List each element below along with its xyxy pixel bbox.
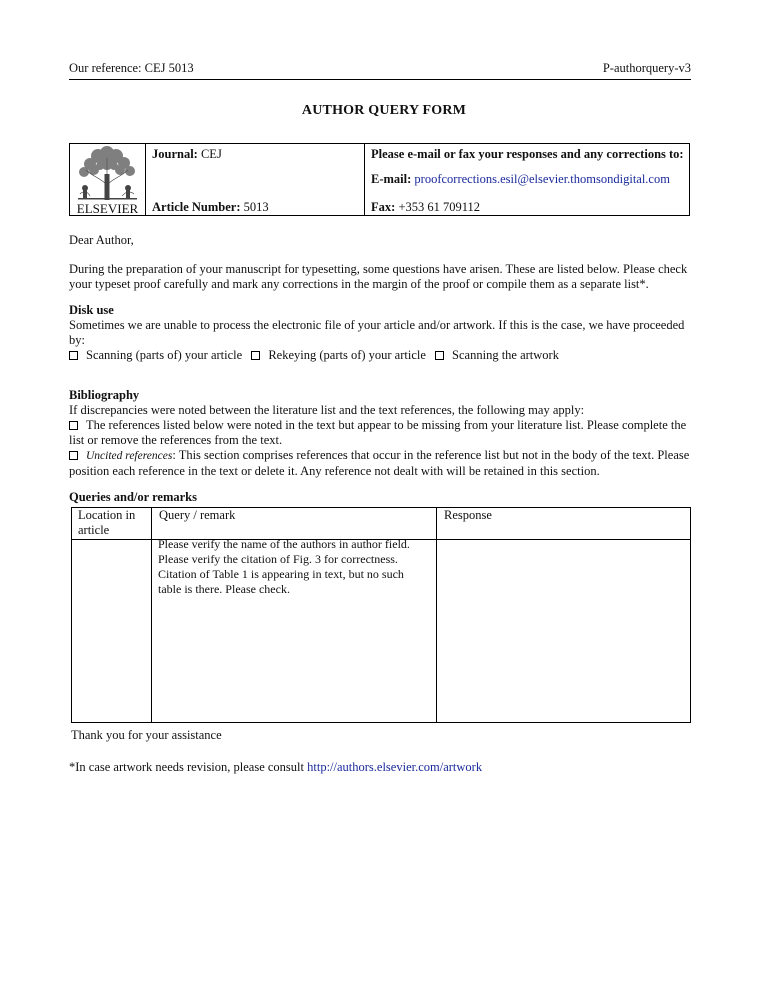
query-line: Please verify the citation of Fig. 3 for correctness.: [158, 552, 398, 566]
bibliography-text: If discrepancies were noted between the literature list and the text references, the following may apply:: [69, 403, 585, 417]
rekey-article-checkbox[interactable]: [251, 351, 260, 360]
elsevier-logo: [70, 144, 146, 215]
bibliography-heading: Bibliography: [69, 388, 140, 402]
query-header: Query / remark: [159, 508, 236, 522]
disk-use-options: [69, 348, 691, 363]
query-text: [158, 537, 433, 597]
journal-article-cell: [145, 144, 365, 215]
email-label: E-mail:: [371, 172, 412, 186]
disk-use-heading: Disk use: [69, 303, 114, 317]
fax-value: +353 61 709112: [398, 200, 481, 214]
form-code: P-authorquery-v3: [602, 61, 691, 75]
logo-wordmark: ELSEVIER: [76, 201, 139, 216]
thanks-text: Thank you for your assistance: [71, 728, 222, 742]
intro-paragraph: During the preparation of your manuscript for typesetting, some questions have arisen. These are listed below. Please check your typeset proof carefully and mark any corrections in the margin of the proof or compile them as a separate list*.: [69, 262, 688, 291]
scan-article-label: Scanning (parts of) your article: [86, 348, 243, 362]
disk-use-text: Sometimes we are unable to process the electronic file of your article and/or artwork. If this is the case, we have proceeded by:: [69, 318, 685, 347]
contact-cell: [364, 144, 689, 215]
missing-references-item: [69, 418, 691, 448]
uncited-references-checkbox[interactable]: [69, 451, 78, 460]
scan-artwork-label: Scanning the artwork: [452, 348, 559, 362]
uncited-references-text: : This section comprises references that occur in the reference list but not in the body of the text. Please position each reference in the text or delete it. Any reference not dealt with will be retained in this section.: [69, 448, 690, 478]
query-line: Please verify the name of the authors in author field.: [158, 537, 410, 551]
article-number-value: 5013: [243, 200, 269, 214]
our-reference: Our reference: CEJ 5013: [69, 61, 194, 75]
response-header: Response: [444, 508, 492, 522]
journal-value: CEJ: [200, 147, 222, 161]
queries-table: [71, 507, 691, 723]
uncited-references-label: Uncited references: [86, 450, 173, 462]
bibliography-section: [69, 388, 691, 479]
tree-logo-icon: [70, 144, 145, 202]
query-line: Citation of Table 1 is appearing in text, but no such: [158, 567, 404, 581]
fax-label: Fax:: [371, 200, 396, 214]
artwork-link[interactable]: http://authors.elsevier.com/artwork: [307, 760, 483, 774]
uncited-references-item: [69, 448, 691, 479]
query-line: table is there. Please check.: [158, 582, 290, 596]
disk-use-section: [69, 303, 691, 363]
artwork-footnote: [69, 760, 482, 775]
location-column: [72, 508, 152, 722]
location-header: Location in article: [78, 508, 136, 537]
journal-info-box: [69, 143, 690, 216]
journal-label: Journal:: [152, 147, 198, 161]
footnote-text: *In case artwork needs revision, please consult: [69, 760, 308, 774]
greeting: Dear Author,: [69, 233, 134, 247]
scan-artwork-checkbox[interactable]: [435, 351, 444, 360]
missing-references-text: The references listed below were noted in the text but appear to be missing from your literature list. Please complete the list or remove the references from the text.: [69, 418, 687, 447]
scan-article-checkbox[interactable]: [69, 351, 78, 360]
email-link[interactable]: proofcorrections.esil@elsevier.thomsondigital.com: [414, 172, 670, 186]
queries-heading: Queries and/or remarks: [69, 490, 198, 504]
page-title: AUTHOR QUERY FORM: [301, 103, 467, 118]
missing-references-checkbox[interactable]: [69, 421, 78, 430]
rekey-article-label: Rekeying (parts of) your article: [268, 348, 426, 362]
header-rule: [69, 79, 691, 80]
article-number-label: Article Number:: [152, 200, 241, 214]
contact-heading: Please e-mail or fax your responses and any corrections to:: [371, 147, 684, 161]
response-field[interactable]: [437, 540, 690, 722]
